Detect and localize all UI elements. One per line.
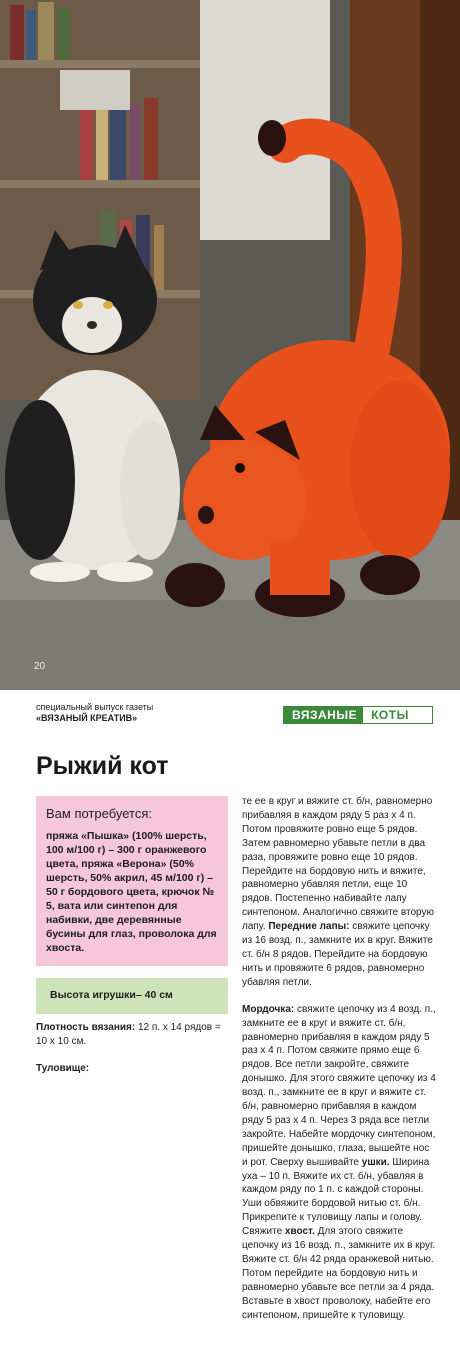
page-number: 20: [34, 661, 46, 672]
section-badge: [283, 706, 433, 724]
tail-text: Для этого свяжите цепочку из 16 возд. п., замкните их в круг. Вяжите ст. б/н 42 ряда оранжевой нитью. Потом перейдите на бордовую нить и равномерно убавьте все петли за 4 ряда. Вставьте в хвост проволоку, набейте его синтепоном, пришейте к туловищу.: [242, 1226, 436, 1321]
muzzle-text: свяжите цепочку из 4 возд. п., замкните ее в круг и вяжите ст. б/н, равномерно прибавляя в каждом ряду 5 раз х 4 п. Потом свяжите прямо еще 6 рядов. Все петли закройте, свяжите донышко. Для этого свяжите цепочку из 4 возд. п., замкните ее в круг и вяжите ст. б/н, равномерно прибавляя в каждом ряду 5 раз х 4 п. Через 3 ряда все петли закройте. Набейте мордочку синтепоном, пришейте донышко, глаза, вышейте нос и рот. Сверху вышивайте: [242, 1003, 436, 1168]
materials-heading: Вам потребуется:: [46, 806, 152, 821]
gauge-label: Плотность вязания:: [36, 1022, 136, 1033]
gauge-paragraph: [36, 1021, 230, 1049]
materials-text: пряжа «Пышка» (100% шерсть, 100 м/100 г) – 300 г оранжевого цвета, пряжа «Верона» (50% шерсть, 50% акрил, 45 м/100 г) – 50 г бордового цвета, крючок № 5, вата или синтепон для набивки, две деревянные бусины для глаз, проволока для хвоста.: [46, 830, 217, 954]
front-legs-label: Передние лапы:: [265, 921, 350, 933]
publication-line2: «ВЯЗАНЫЙ КРЕАТИВ»: [36, 713, 138, 723]
section-badge-left: ВЯЗАНЫЕ: [284, 707, 363, 723]
front-legs-text: свяжите цепочку из 16 возд. п., замкните их в круг. Вяжите ст. б/н 8 рядов. Перейдите на бордовую нить и провяжите 6 рядов, равномерно убавляя петли.: [242, 921, 433, 988]
section-badge-right: КОТЫ: [371, 708, 409, 722]
publication-line1: специальный выпуск газеты: [36, 702, 154, 712]
muzzle-label: Мордочка:: [242, 1003, 295, 1015]
tail-label: хвост.: [282, 1226, 315, 1238]
muzzle-paragraph: [242, 1003, 436, 1323]
ears-text: Ширина уха – 10 п. Вяжите их ст. б/н, убавляя в каждом ряду по 1 п. с каждой стороны. Уши обвяжите бордовой нитью ст. б/н. Прикрепите к туловищу лапы и голову. Свяжите: [242, 1156, 430, 1238]
legs-paragraph: [242, 795, 436, 990]
hind-legs-continued-text: те ее в круг и вяжите ст. б/н, равномерно прибавляя в каждом ряду 5 раз х 4 п. Потом провяжите ровно еще 5 рядов. Затем равномерно убавьте петли в два раза, провяжите ровно еще 10 рядов. Перейдите на бордовую нить и вяжите, равномерно убавляя петли, еще 10 рядов. Постепенно набивайте лапу синтепоном. Аналогично свяжите вторую лапу.: [242, 796, 434, 933]
ears-label: ушки.: [359, 1156, 390, 1168]
instructions-left-column: [36, 1021, 230, 1089]
gauge-text: 12 п. х 14 рядов = 10 х 10 см.: [36, 1022, 221, 1047]
publication-label: [36, 702, 153, 724]
toy-height-box: Высота игрушки– 40 см: [36, 978, 228, 1014]
body-label: Туловище:: [36, 1062, 90, 1074]
materials-box: [36, 796, 228, 966]
instructions-right-column: [242, 795, 436, 1336]
body-paragraph: [36, 1062, 230, 1076]
article-title: Рыжий кот: [36, 752, 169, 780]
